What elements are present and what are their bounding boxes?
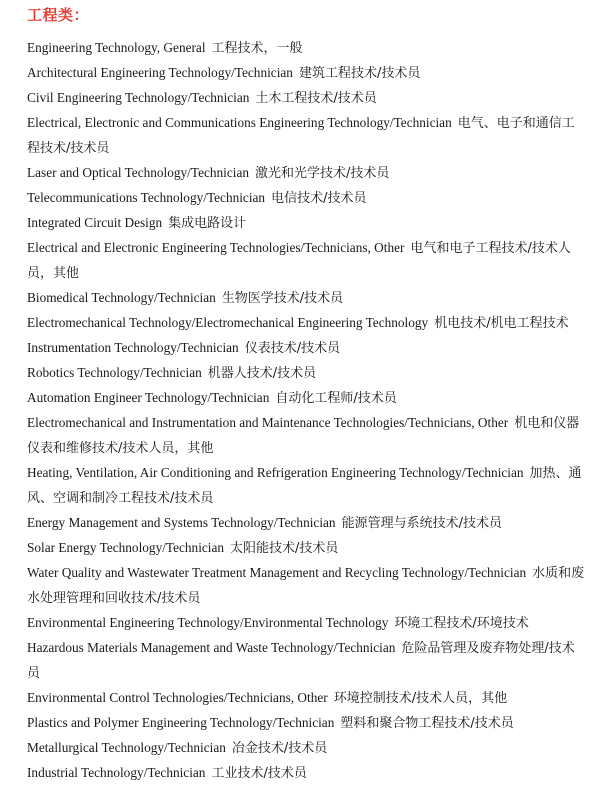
- program-name-english: Industrial Technology/Technician: [27, 765, 206, 780]
- list-item: [27, 611, 587, 636]
- program-name-chinese: 危险品管理及废弃物处理/技术员: [27, 641, 575, 681]
- program-name-english: Heating, Ventilation, Air Conditioning and Refrigeration Engineering Technology/Technician: [27, 465, 524, 480]
- program-name-english: Automation Engineer Technology/Technician: [27, 390, 270, 405]
- list-item: [27, 211, 587, 236]
- list-item: [27, 36, 587, 61]
- list-item: [27, 111, 587, 161]
- program-name-chinese: 机电技术/机电工程技术: [434, 316, 569, 331]
- program-name-english: Plastics and Polymer Engineering Technology/Technician: [27, 715, 335, 730]
- program-name-english: Electrical, Electronic and Communications Engineering Technology/Technician: [27, 115, 452, 130]
- program-name-chinese: 电气、电子和通信工程技术/技术员: [27, 116, 575, 156]
- list-item: [27, 736, 587, 761]
- list-item: [27, 286, 587, 311]
- program-name-chinese: 仪表技术/技术员: [244, 341, 341, 356]
- program-name-chinese: 机器人技术/技术员: [207, 366, 317, 381]
- list-item: [27, 336, 587, 361]
- program-name-chinese: 自动化工程师/技术员: [275, 391, 397, 406]
- program-name-english: Instrumentation Technology/Technician: [27, 340, 239, 355]
- program-name-english: Biomedical Technology/Technician: [27, 290, 216, 305]
- program-name-chinese: 冶金技术/技术员: [231, 741, 328, 756]
- program-name-chinese: 水质和废水处理管理和回收技术/技术员: [27, 566, 585, 606]
- list-item: [27, 161, 587, 186]
- program-name-chinese: 集成电路设计: [168, 216, 247, 231]
- list-item: [27, 311, 587, 336]
- program-name-chinese: 机电和仪器仪表和维修技术/技术人员，其他: [27, 416, 580, 456]
- program-name-english: Engineering Technology, General: [27, 40, 206, 55]
- program-name-english: Water Quality and Wastewater Treatment Management and Recycling Technology/Technician: [27, 565, 527, 580]
- program-name-english: Energy Management and Systems Technology/Technician: [27, 515, 336, 530]
- program-name-english: Telecommunications Technology/Technician: [27, 190, 266, 205]
- list-item: [27, 636, 587, 686]
- program-name-english: Robotics Technology/Technician: [27, 365, 202, 380]
- program-name-chinese: 生物医学技术/技术员: [221, 291, 344, 306]
- program-name-english: Environmental Engineering Technology/Environmental Technology: [27, 615, 389, 630]
- section-heading: 工程类：: [27, 6, 90, 24]
- list-item: [27, 761, 587, 786]
- program-name-english: Hazardous Materials Management and Waste Technology/Technician: [27, 640, 396, 655]
- program-name-english: Laser and Optical Technology/Technician: [27, 165, 250, 180]
- list-item: [27, 236, 587, 286]
- program-list: [27, 36, 587, 786]
- list-item: [27, 511, 587, 536]
- program-name-chinese: 电信技术/技术员: [271, 191, 367, 206]
- program-name-chinese: 环境控制技术/技术人员，其他: [333, 691, 508, 706]
- list-item: [27, 61, 587, 86]
- list-item: [27, 461, 587, 511]
- program-name-english: Solar Energy Technology/Technician: [27, 540, 225, 555]
- list-item: [27, 186, 587, 211]
- program-name-english: Civil Engineering Technology/Technician: [27, 90, 250, 105]
- list-item: [27, 86, 587, 111]
- program-name-english: Environmental Control Technologies/Technicians, Other: [27, 690, 328, 705]
- program-name-chinese: 电气和电子工程技术/技术人员，其他: [27, 241, 571, 281]
- list-item: [27, 536, 587, 561]
- program-name-chinese: 工程技术，一般: [211, 41, 303, 56]
- program-name-chinese: 工业技术/技术员: [211, 766, 307, 781]
- list-item: [27, 561, 587, 611]
- program-name-chinese: 土木工程技术/技术员: [255, 91, 377, 106]
- program-name-chinese: 加热、通风、空调和制冷工程技术/技术员: [27, 466, 582, 506]
- program-name-english: Integrated Circuit Design: [27, 215, 163, 230]
- program-name-chinese: 环境工程技术/环境技术: [394, 616, 529, 631]
- list-item: [27, 386, 587, 411]
- program-name-english: Electrical and Electronic Engineering Technologies/Technicians, Other: [27, 240, 405, 255]
- list-item: [27, 686, 587, 711]
- list-item: [27, 361, 587, 386]
- program-name-english: Electromechanical Technology/Electromechanical Engineering Technology: [27, 315, 429, 330]
- program-name-english: Metallurgical Technology/Technician: [27, 740, 226, 755]
- list-item: [27, 711, 587, 736]
- program-name-english: Electromechanical and Instrumentation and Maintenance Technologies/Technicians, Other: [27, 415, 509, 430]
- program-name-english: Architectural Engineering Technology/Technician: [27, 65, 293, 80]
- program-name-chinese: 能源管理与系统技术/技术员: [341, 516, 502, 531]
- program-name-chinese: 激光和光学技术/技术员: [255, 166, 390, 181]
- program-name-chinese: 塑料和聚合物工程技术/技术员: [340, 716, 514, 731]
- program-name-chinese: 建筑工程技术/技术员: [298, 66, 421, 81]
- list-item: [27, 411, 587, 461]
- program-name-chinese: 太阳能技术/技术员: [230, 541, 339, 556]
